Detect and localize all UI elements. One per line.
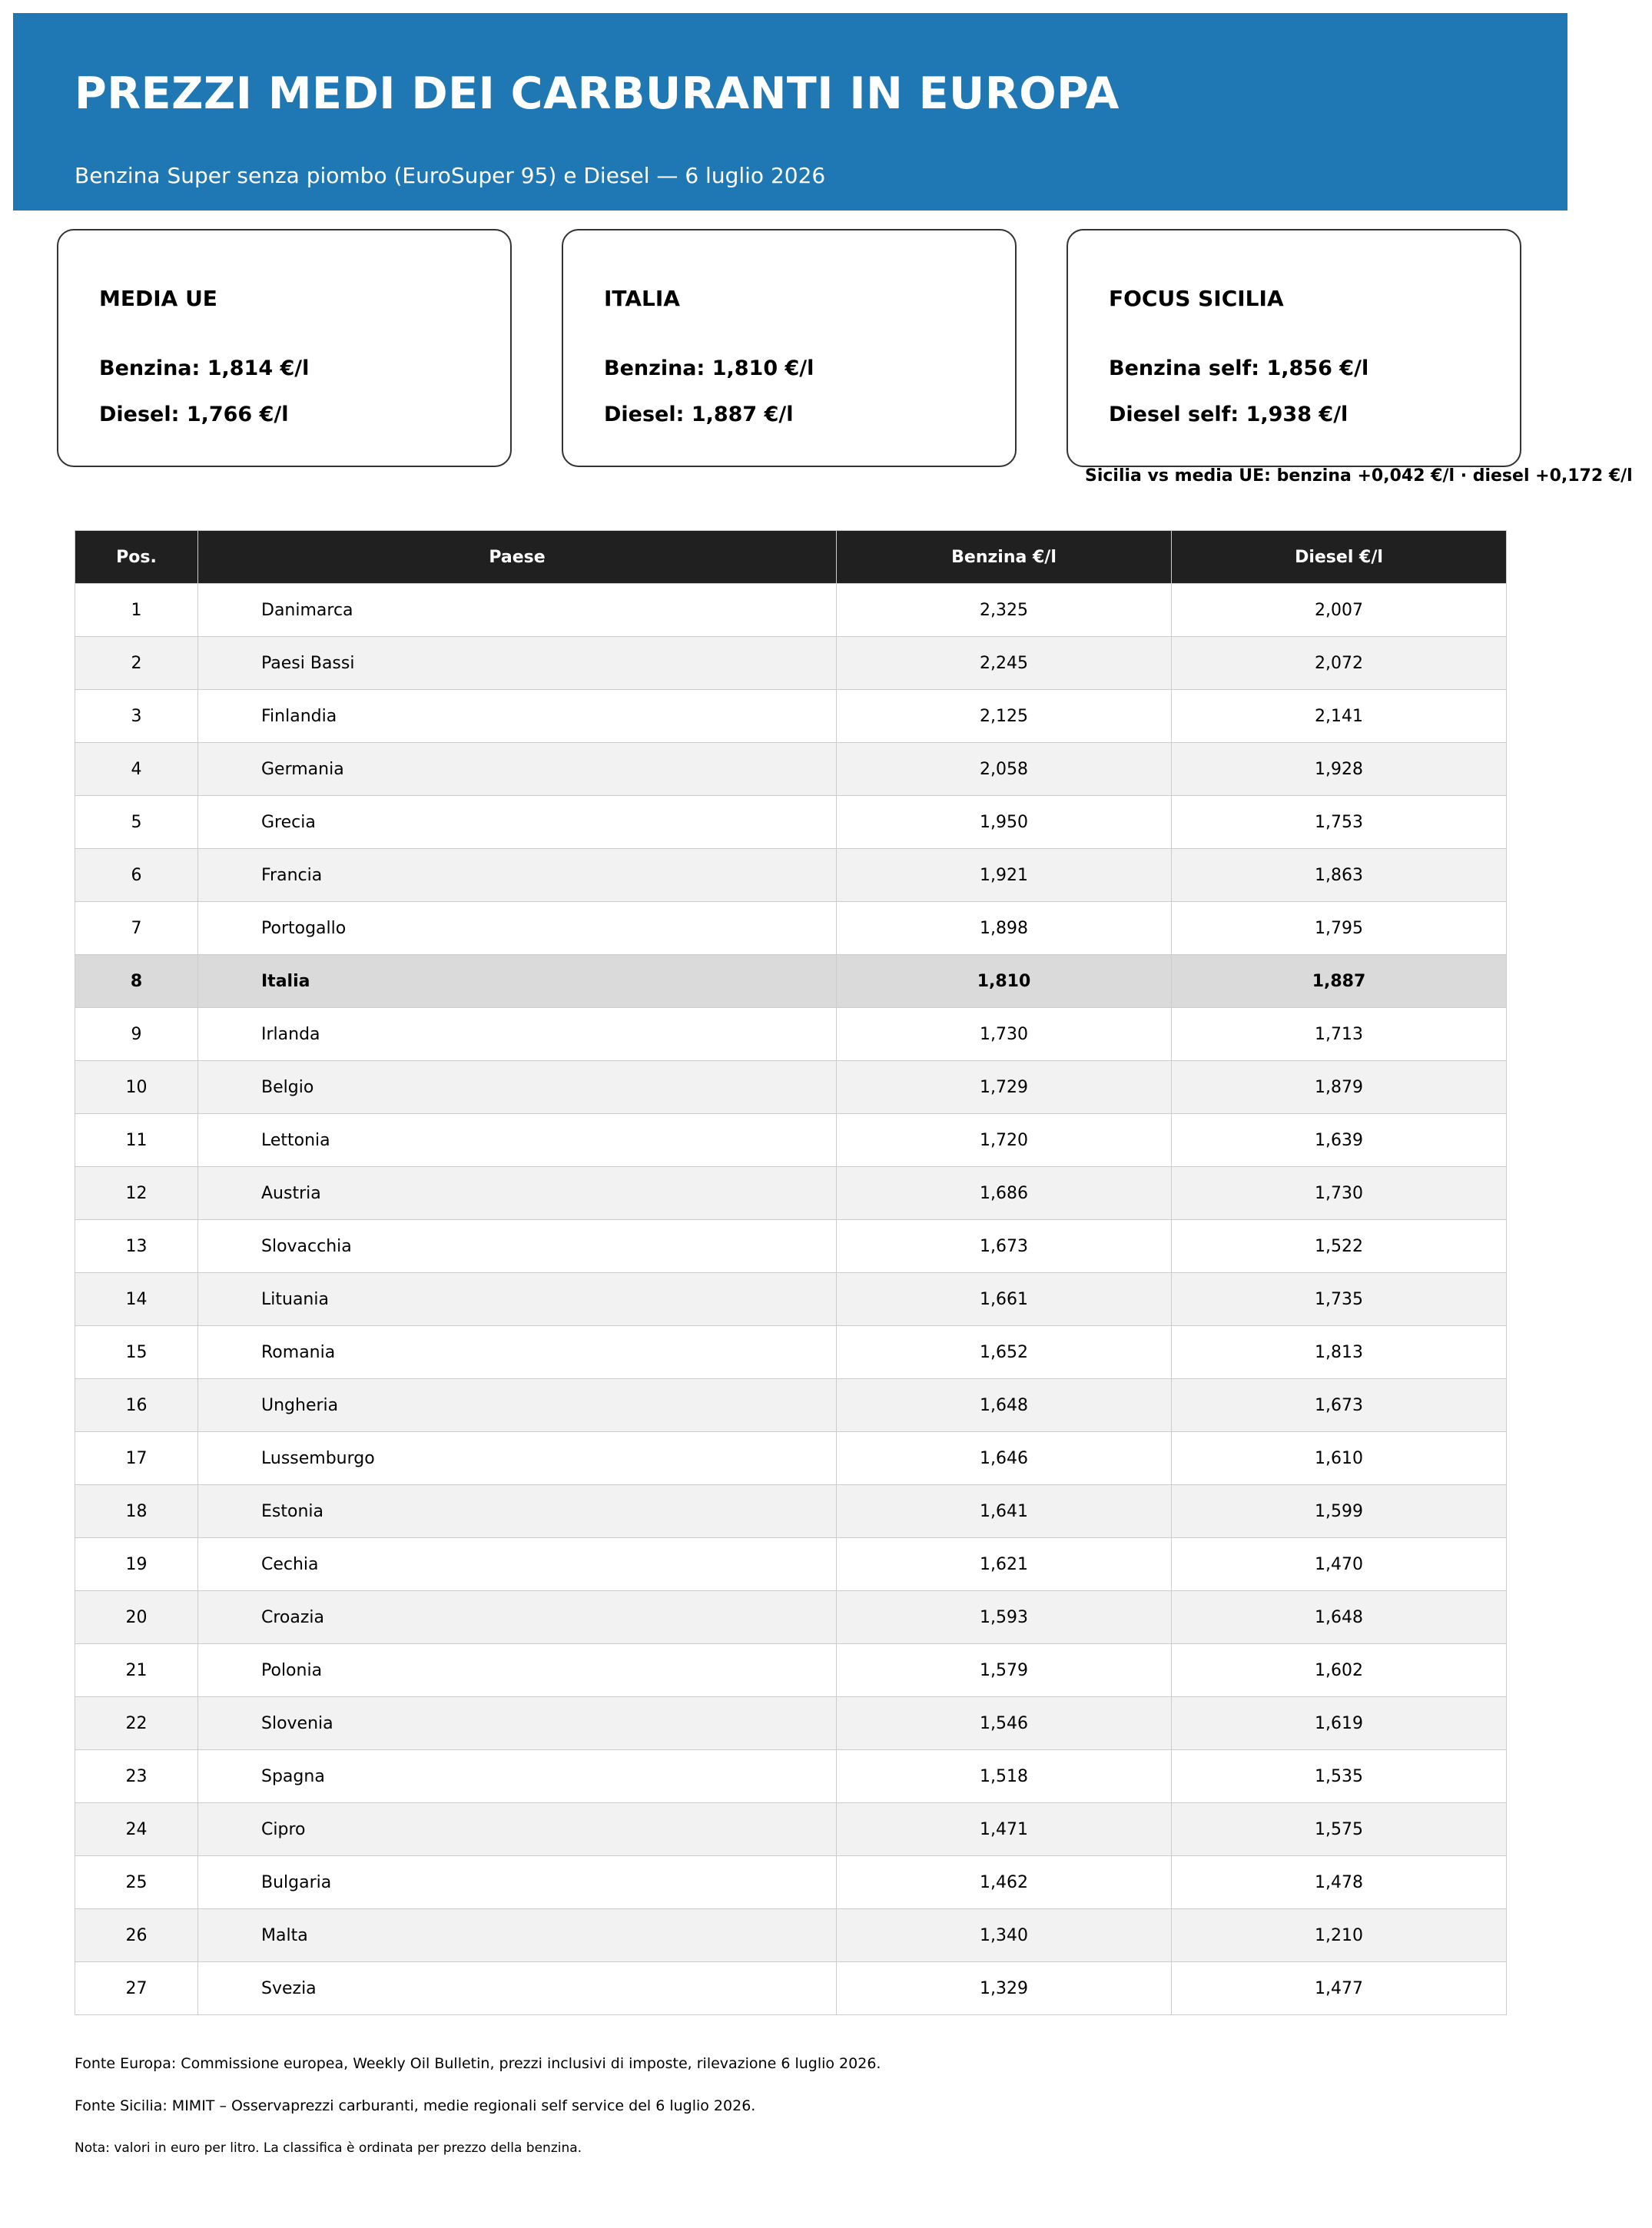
cell-country: Belgio <box>198 1061 837 1114</box>
table-row <box>75 1485 1507 1538</box>
cell-petrol-price: 1,648 <box>837 1379 1172 1432</box>
cell-country: Danimarca <box>198 584 837 637</box>
card-title: MEDIA UE <box>99 286 217 311</box>
table-row <box>75 584 1507 637</box>
cell-position: 4 <box>75 743 198 796</box>
table-row <box>75 1591 1507 1644</box>
cell-position: 7 <box>75 902 198 955</box>
cell-diesel-price: 1,470 <box>1172 1538 1507 1591</box>
table-row <box>75 1962 1507 2015</box>
card-petrol-value: Benzina: 1,810 €/l <box>604 356 814 380</box>
cell-diesel-price: 1,602 <box>1172 1644 1507 1697</box>
cell-position: 10 <box>75 1061 198 1114</box>
cell-country: Lettonia <box>198 1114 837 1167</box>
cell-position: 15 <box>75 1326 198 1379</box>
cell-diesel-price: 1,210 <box>1172 1909 1507 1962</box>
table-row <box>75 1697 1507 1750</box>
cell-position: 12 <box>75 1167 198 1220</box>
cell-petrol-price: 1,921 <box>837 849 1172 902</box>
cell-country: Portogallo <box>198 902 837 955</box>
cell-diesel-price: 1,522 <box>1172 1220 1507 1273</box>
cell-country: Malta <box>198 1909 837 1962</box>
cell-position: 26 <box>75 1909 198 1962</box>
cell-petrol-price: 1,646 <box>837 1432 1172 1485</box>
sicily-comparison-note: Sicilia vs media UE: benzina +0,042 €/l · diesel +0,172 €/l <box>1085 466 1633 486</box>
cell-diesel-price: 1,928 <box>1172 743 1507 796</box>
cell-country: Irlanda <box>198 1008 837 1061</box>
cell-position: 2 <box>75 637 198 690</box>
cell-petrol-price: 1,546 <box>837 1697 1172 1750</box>
card-petrol-value: Benzina: 1,814 €/l <box>99 356 310 380</box>
cell-position: 19 <box>75 1538 198 1591</box>
cell-position: 8 <box>75 955 198 1008</box>
cell-petrol-price: 1,329 <box>837 1962 1172 2015</box>
table-row <box>75 1008 1507 1061</box>
cell-position: 13 <box>75 1220 198 1273</box>
cell-petrol-price: 1,340 <box>837 1909 1172 1962</box>
cell-petrol-price: 2,058 <box>837 743 1172 796</box>
cell-diesel-price: 1,478 <box>1172 1856 1507 1909</box>
table-row <box>75 1644 1507 1697</box>
cell-country: Paesi Bassi <box>198 637 837 690</box>
column-header-petrol: Benzina €/l <box>837 531 1172 584</box>
cell-diesel-price: 2,007 <box>1172 584 1507 637</box>
header-banner <box>13 13 1567 211</box>
cell-diesel-price: 1,619 <box>1172 1697 1507 1750</box>
cell-petrol-price: 1,898 <box>837 902 1172 955</box>
table-row <box>75 637 1507 690</box>
cell-diesel-price: 1,713 <box>1172 1008 1507 1061</box>
cell-country: Bulgaria <box>198 1856 837 1909</box>
card-eu-average <box>57 229 512 467</box>
cell-diesel-price: 1,599 <box>1172 1485 1507 1538</box>
cell-petrol-price: 1,579 <box>837 1644 1172 1697</box>
cell-country: Croazia <box>198 1591 837 1644</box>
cell-diesel-price: 1,648 <box>1172 1591 1507 1644</box>
table-header-row <box>75 531 1507 584</box>
cell-petrol-price: 1,730 <box>837 1008 1172 1061</box>
cell-country: Finlandia <box>198 690 837 743</box>
cell-petrol-price: 1,462 <box>837 1856 1172 1909</box>
table-row <box>75 849 1507 902</box>
table-row <box>75 1273 1507 1326</box>
cell-petrol-price: 1,518 <box>837 1750 1172 1803</box>
card-diesel-value: Diesel: 1,766 €/l <box>99 403 289 426</box>
cell-position: 16 <box>75 1379 198 1432</box>
table-row <box>75 1909 1507 1962</box>
table-row <box>75 690 1507 743</box>
table-row <box>75 955 1507 1008</box>
cell-country: Grecia <box>198 796 837 849</box>
cell-country: Ungheria <box>198 1379 837 1432</box>
cell-country: Svezia <box>198 1962 837 2015</box>
cell-position: 18 <box>75 1485 198 1538</box>
cell-country: Germania <box>198 743 837 796</box>
table-row <box>75 1061 1507 1114</box>
cell-country: Cipro <box>198 1803 837 1856</box>
table-row <box>75 1432 1507 1485</box>
cell-diesel-price: 1,735 <box>1172 1273 1507 1326</box>
cell-country: Estonia <box>198 1485 837 1538</box>
cell-position: 5 <box>75 796 198 849</box>
cell-position: 9 <box>75 1008 198 1061</box>
cell-diesel-price: 1,863 <box>1172 849 1507 902</box>
table-row <box>75 1326 1507 1379</box>
cell-position: 25 <box>75 1856 198 1909</box>
page-title: PREZZI MEDI DEI CARBURANTI IN EUROPA <box>75 68 1120 119</box>
cell-country: Cechia <box>198 1538 837 1591</box>
cell-position: 11 <box>75 1114 198 1167</box>
cell-diesel-price: 1,639 <box>1172 1114 1507 1167</box>
cell-position: 1 <box>75 584 198 637</box>
cell-position: 17 <box>75 1432 198 1485</box>
table-row <box>75 1538 1507 1591</box>
cell-position: 20 <box>75 1591 198 1644</box>
cell-diesel-price: 2,141 <box>1172 690 1507 743</box>
cell-diesel-price: 1,673 <box>1172 1379 1507 1432</box>
table-row <box>75 1220 1507 1273</box>
card-sicily-focus <box>1067 229 1521 467</box>
cell-petrol-price: 1,729 <box>837 1061 1172 1114</box>
cell-country: Francia <box>198 849 837 902</box>
source-sicily: Fonte Sicilia: MIMIT – Osservaprezzi carburanti, medie regionali self service del 6 luglio 2026. <box>75 2097 756 2114</box>
page-subtitle: Benzina Super senza piombo (EuroSuper 95) e Diesel — 6 luglio 2026 <box>75 163 826 188</box>
table-row <box>75 1803 1507 1856</box>
cell-petrol-price: 2,125 <box>837 690 1172 743</box>
cell-country: Romania <box>198 1326 837 1379</box>
cell-position: 23 <box>75 1750 198 1803</box>
cell-diesel-price: 1,535 <box>1172 1750 1507 1803</box>
card-italy <box>562 229 1017 467</box>
cell-country: Italia <box>198 955 837 1008</box>
card-title: FOCUS SICILIA <box>1109 286 1284 311</box>
cell-diesel-price: 2,072 <box>1172 637 1507 690</box>
cell-diesel-price: 1,795 <box>1172 902 1507 955</box>
cell-position: 14 <box>75 1273 198 1326</box>
cell-position: 22 <box>75 1697 198 1750</box>
cell-petrol-price: 1,652 <box>837 1326 1172 1379</box>
cell-position: 3 <box>75 690 198 743</box>
cell-country: Slovenia <box>198 1697 837 1750</box>
table-row <box>75 796 1507 849</box>
table-row <box>75 1750 1507 1803</box>
cell-country: Slovacchia <box>198 1220 837 1273</box>
footnote: Nota: valori in euro per litro. La classifica è ordinata per prezzo della benzina. <box>75 2140 582 2156</box>
table-row <box>75 743 1507 796</box>
cell-country: Lituania <box>198 1273 837 1326</box>
cell-petrol-price: 2,325 <box>837 584 1172 637</box>
cell-position: 24 <box>75 1803 198 1856</box>
cell-country: Polonia <box>198 1644 837 1697</box>
card-title: ITALIA <box>604 286 680 311</box>
table-row <box>75 1167 1507 1220</box>
column-header-country: Paese <box>198 531 837 584</box>
cell-diesel-price: 1,730 <box>1172 1167 1507 1220</box>
cell-country: Lussemburgo <box>198 1432 837 1485</box>
table-row <box>75 1379 1507 1432</box>
source-europe: Fonte Europa: Commissione europea, Weekly Oil Bulletin, prezzi inclusivi di imposte, rilevazione 6 luglio 2026. <box>75 2055 881 2072</box>
cell-diesel-price: 1,575 <box>1172 1803 1507 1856</box>
cell-petrol-price: 1,471 <box>837 1803 1172 1856</box>
cell-position: 27 <box>75 1962 198 2015</box>
cell-diesel-price: 1,477 <box>1172 1962 1507 2015</box>
table-row <box>75 1856 1507 1909</box>
cell-country: Spagna <box>198 1750 837 1803</box>
column-header-position: Pos. <box>75 531 198 584</box>
cell-petrol-price: 1,673 <box>837 1220 1172 1273</box>
card-petrol-value: Benzina self: 1,856 €/l <box>1109 356 1369 380</box>
cell-petrol-price: 1,810 <box>837 955 1172 1008</box>
cell-position: 6 <box>75 849 198 902</box>
cell-diesel-price: 1,610 <box>1172 1432 1507 1485</box>
column-header-diesel: Diesel €/l <box>1172 531 1507 584</box>
cell-diesel-price: 1,813 <box>1172 1326 1507 1379</box>
cell-diesel-price: 1,887 <box>1172 955 1507 1008</box>
card-diesel-value: Diesel self: 1,938 €/l <box>1109 403 1348 426</box>
fuel-price-table <box>75 530 1507 2015</box>
cell-petrol-price: 1,720 <box>837 1114 1172 1167</box>
cell-diesel-price: 1,879 <box>1172 1061 1507 1114</box>
cell-petrol-price: 1,593 <box>837 1591 1172 1644</box>
cell-petrol-price: 1,641 <box>837 1485 1172 1538</box>
card-diesel-value: Diesel: 1,887 €/l <box>604 403 794 426</box>
cell-country: Austria <box>198 1167 837 1220</box>
cell-diesel-price: 1,753 <box>1172 796 1507 849</box>
table-row <box>75 1114 1507 1167</box>
cell-petrol-price: 1,686 <box>837 1167 1172 1220</box>
cell-petrol-price: 1,661 <box>837 1273 1172 1326</box>
cell-petrol-price: 1,950 <box>837 796 1172 849</box>
cell-petrol-price: 1,621 <box>837 1538 1172 1591</box>
table-row <box>75 902 1507 955</box>
cell-position: 21 <box>75 1644 198 1697</box>
cell-petrol-price: 2,245 <box>837 637 1172 690</box>
